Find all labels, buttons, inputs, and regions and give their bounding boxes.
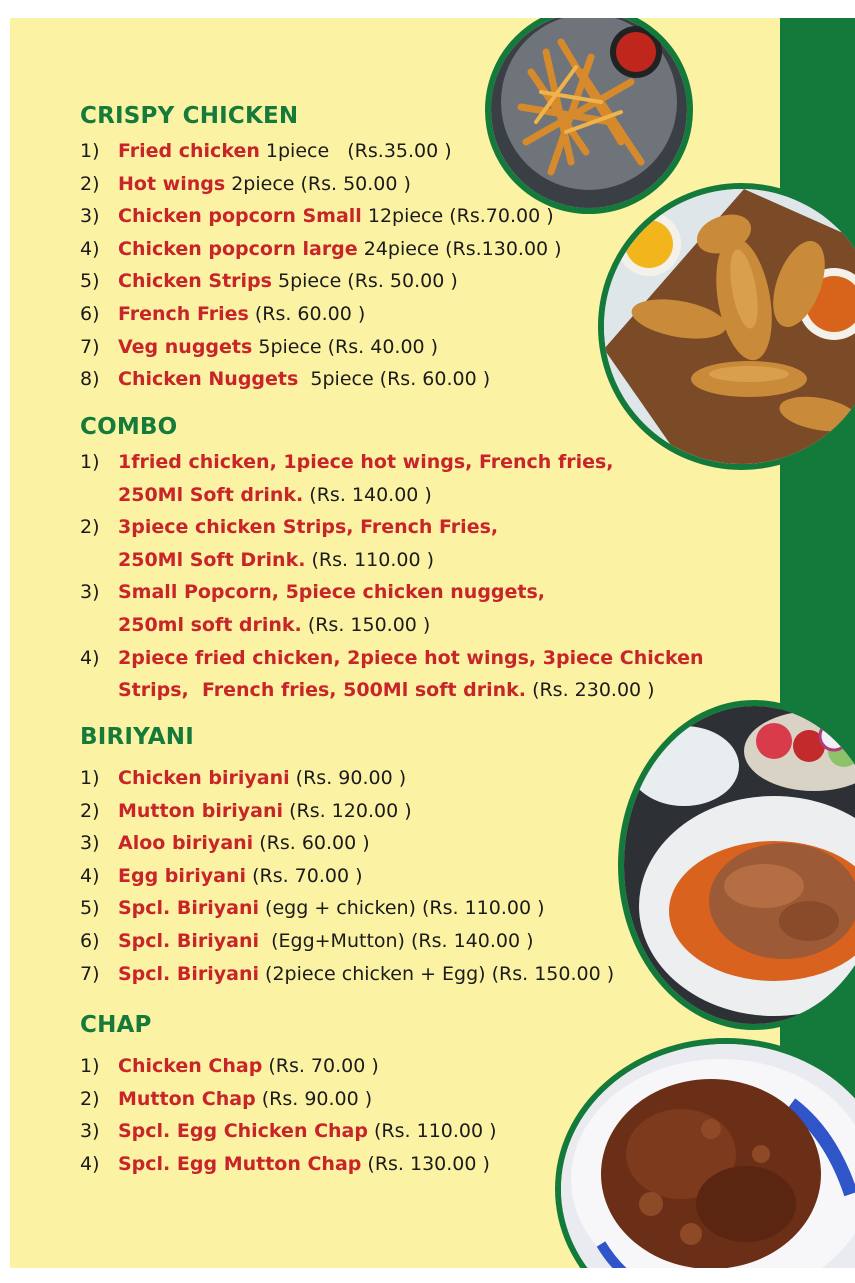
menu-item [80,265,562,298]
combo-item-price: (Rs. 230.00 ) [526,679,655,702]
biriyani-photo [618,700,855,1030]
menu-item [80,925,614,958]
item-number: 5) [80,897,100,920]
menu-item [80,827,614,860]
combo-list [80,446,704,707]
combo-item-line2-name: 250Ml Soft Drink. [118,548,306,571]
crispy-chicken-list [80,135,562,396]
combo-item-line1: 1fried chicken, 1piece hot wings, French fries, [118,451,614,473]
combo-item-line2 [118,609,430,642]
item-number-spacer [80,479,118,512]
item-number: 3) [80,832,100,855]
item-text [118,200,554,233]
biriyani-list [80,762,614,990]
combo-item-continued [80,609,704,642]
item-name: Hot wings [118,172,226,195]
item-text [118,958,614,991]
menu-item [80,1083,497,1116]
item-text [118,795,412,828]
item-detail: 2piece (Rs. 50.00 ) [225,172,411,195]
menu-item [80,200,562,233]
item-name: Mutton Chap [118,1087,256,1110]
menu-item [80,892,614,925]
item-detail: (Rs. 70.00 ) [246,864,363,887]
item-text [118,298,365,331]
item-number: 4) [80,237,100,260]
item-text [118,331,438,364]
section-title: CHAP [80,1012,152,1038]
combo-item [80,511,704,544]
item-text [118,168,411,201]
item-detail: (Rs. 60.00 ) [253,832,370,855]
menu-item [80,168,562,201]
item-detail: (Rs. 70.00 ) [262,1055,379,1077]
item-number: 2) [80,516,100,539]
item-detail: 5piece (Rs. 50.00 ) [271,270,458,293]
item-text [118,135,452,168]
combo-item-price: (Rs. 150.00 ) [301,613,431,636]
combo-item-line2 [118,479,432,512]
item-detail: (Rs. 90.00 ) [255,1087,373,1110]
item-number-spacer [80,674,118,707]
menu-item [80,762,614,795]
item-detail: (Rs. 110.00 ) [367,1120,497,1143]
item-name: Spcl. Biriyani [118,962,260,985]
item-detail: 5piece (Rs. 60.00 ) [298,368,491,391]
item-text [118,265,458,298]
combo-item-line2-name: Strips, French fries, 500Ml soft drink. [118,679,527,702]
item-number: 1) [80,451,100,473]
item-text [118,1115,497,1148]
item-detail: 12piece (Rs.70.00 ) [361,205,554,228]
menu-item [80,1050,497,1083]
item-number: 2) [80,799,100,822]
combo-item [80,642,704,675]
item-detail: (Rs. 120.00 ) [283,799,412,822]
item-detail: 24piece (Rs.130.00 ) [357,237,562,260]
item-number-spacer [80,609,118,642]
menu-item [80,233,562,266]
combo-item-line1: Small Popcorn, 5piece chicken nuggets, [118,581,546,604]
item-detail: (egg + chicken) (Rs. 110.00 ) [259,897,545,920]
item-name: Fried chicken [118,140,260,162]
item-detail: (Rs. 130.00 ) [361,1152,490,1175]
combo-item [80,576,704,609]
item-text [118,860,363,893]
combo-item-line1: 2piece fried chicken, 2piece hot wings, 3piece Chicken [118,646,704,669]
item-name: Chicken popcorn large [118,237,358,260]
item-text [118,1083,372,1116]
item-name: Mutton biriyani [118,799,284,822]
item-text [118,762,406,795]
combo-item [80,446,704,479]
menu-item [80,795,614,828]
chap-list [80,1050,497,1180]
combo-item-price: (Rs. 110.00 ) [305,548,435,571]
combo-item-line2 [118,674,655,707]
combo-item-continued [80,674,704,707]
item-text [118,363,490,396]
item-name: Chicken Nuggets [118,368,299,391]
item-number: 3) [80,1120,100,1143]
combo-item-continued [80,479,704,512]
menu-card [10,18,855,1268]
item-number: 3) [80,205,100,228]
item-number: 2) [80,1087,100,1110]
item-name: Spcl. Egg Chicken Chap [118,1120,368,1143]
item-number: 4) [80,646,100,669]
section-biriyani [80,724,614,990]
item-text [118,925,534,958]
item-number: 7) [80,962,100,985]
item-detail: (Egg+Mutton) (Rs. 140.00 ) [259,929,534,952]
item-detail: (Rs. 60.00 ) [248,302,366,325]
item-name: French Fries [118,302,249,325]
menu-item [80,135,562,168]
item-name: Aloo biriyani [118,832,254,855]
combo-item-price: (Rs. 140.00 ) [303,483,432,506]
item-number: 8) [80,368,100,391]
item-name: Veg nuggets [118,335,253,358]
section-combo [80,414,704,707]
section-crispy-chicken [80,103,562,396]
combo-item-line2-name: 250Ml Soft drink. [118,483,304,506]
item-number: 3) [80,581,100,604]
item-text [118,1148,490,1181]
item-number: 1) [80,140,100,162]
item-text [118,233,562,266]
menu-item [80,1115,497,1148]
item-text [118,892,545,925]
item-detail: (2piece chicken + Egg) (Rs. 150.00 ) [259,962,615,985]
section-title: COMBO [80,414,178,440]
combo-item-continued [80,544,704,577]
item-name: Spcl. Egg Mutton Chap [118,1152,362,1175]
item-number: 1) [80,1055,100,1077]
item-number: 7) [80,335,100,358]
item-name: Spcl. Biriyani [118,929,260,952]
menu-item [80,363,562,396]
item-text [118,1050,379,1083]
section-title: BIRIYANI [80,724,195,750]
menu-item [80,1148,497,1181]
item-name: Egg biriyani [118,864,247,887]
combo-item-line2 [118,544,434,577]
item-name: Chicken Chap [118,1055,263,1077]
section-title: CRISPY CHICKEN [80,103,299,129]
menu-item [80,860,614,893]
menu-item [80,958,614,991]
item-detail: (Rs. 90.00 ) [289,767,407,789]
item-detail: 5piece (Rs. 40.00 ) [252,335,439,358]
item-number: 1) [80,767,100,789]
combo-item-line1: 3piece chicken Strips, French Fries, [118,516,499,539]
section-chap [80,1012,497,1180]
item-number-spacer [80,544,118,577]
item-number: 4) [80,864,100,887]
item-name: Chicken popcorn Small [118,205,362,228]
item-number: 6) [80,302,100,325]
item-text [118,827,370,860]
menu-item [80,298,562,331]
item-detail: 1piece (Rs.35.00 ) [259,140,452,162]
item-name: Chicken biriyani [118,767,290,789]
item-name: Chicken Strips [118,270,272,293]
item-number: 5) [80,270,100,293]
item-number: 4) [80,1152,100,1175]
item-name: Spcl. Biriyani [118,897,260,920]
item-number: 6) [80,929,100,952]
chap-photo [555,1038,855,1268]
item-number: 2) [80,172,100,195]
menu-item [80,331,562,364]
combo-item-line2-name: 250ml soft drink. [118,613,302,636]
